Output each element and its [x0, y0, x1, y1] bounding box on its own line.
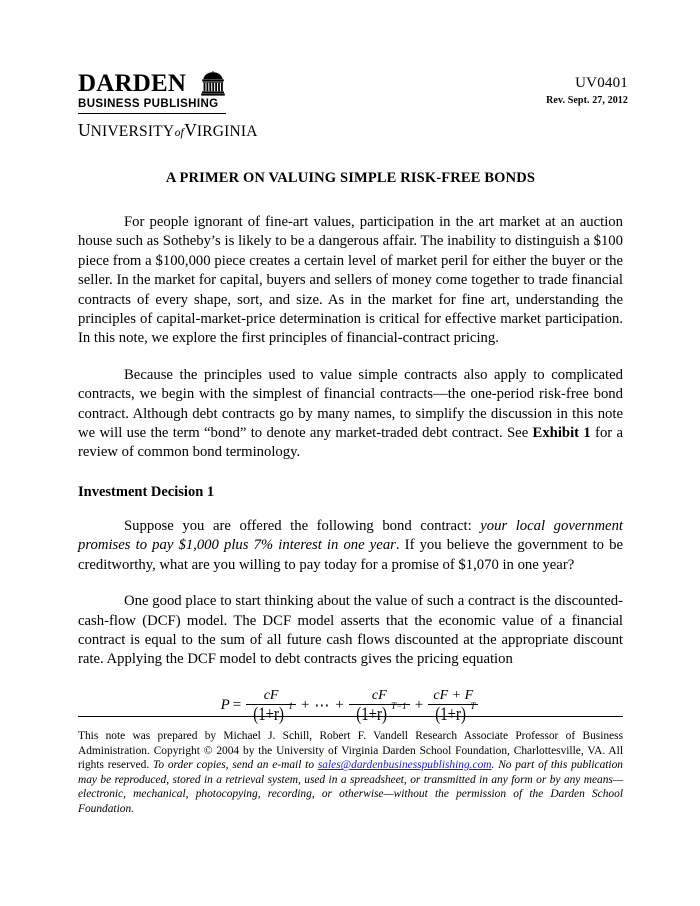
term-2-exponent: T−1: [391, 700, 407, 711]
uva-niversity: NIVERSITY: [90, 123, 175, 140]
logo-divider-rule: [78, 113, 226, 114]
footnote-order-copies: To order copies, send an e-mail to: [153, 759, 318, 772]
paragraph-principles-text-b: for a review of common bond terminology.: [78, 425, 624, 461]
term-1-base: (1+r): [253, 703, 285, 725]
page-header: [78, 72, 628, 141]
footnote-text-b: . No part of this publication may be reproduced, stored in a retrieval system, used in a spreadsheet, or transmitted in any form or by any means—electronic, mechanical, photocopying, recording, or otherwise—without the permission of the Darden School Foundation.: [78, 759, 623, 815]
rotunda-icon: [200, 71, 226, 96]
term-2-numerator: cF: [371, 687, 387, 703]
paragraph-bond-text-b: . If you believe the government to be creditworthy, what are you willing to pay today for a promise of $1,070 in one year?: [78, 537, 623, 573]
term-2-base: (1+r): [356, 703, 387, 725]
uva-u: U: [78, 120, 91, 140]
uva-irginia: IRGINIA: [196, 123, 258, 140]
paragraph-dcf-model: One good place to start thinking about the value of such a contract is the discounted-cash-flow (DCF) model. The DCF model asserts that the economic value of a financial contract is equal to the sum of all future cash flows discounted at the appropriate discount rate. Applying the DCF model to debt contracts gives the pricing equation: [78, 593, 623, 668]
logo-top-row: [78, 72, 226, 96]
equation-plus-3: +: [414, 697, 424, 714]
footnote-text-a: This note was prepared by Michael J. Schill, Robert F. Vandell Research Associate Professor of Business Administration. Copyright © 2004 by the University of Virginia Darden School Foundation, Charlottesville, VA. All rights reserved.: [78, 730, 623, 772]
footnote-section: [78, 716, 623, 817]
darden-wordmark: DARDEN: [78, 70, 187, 97]
paragraph-principles-text-a: Because the principles used to value simple contracts also apply to complicated contracts, we begin with the simplest of financial contracts—the one-period risk-free bond contract. Although debt contracts go by many names, to simplify the discussion in this note we will use the term “bond” to denote any market-traded debt contract. See: [78, 366, 623, 442]
document-id: UV0401: [575, 75, 628, 91]
document-body: [78, 170, 623, 734]
equation-equals: =: [232, 697, 242, 714]
paragraph-bond-text-a: Suppose you are offered the following bond contract:: [124, 517, 481, 534]
exhibit-reference: Exhibit 1: [532, 425, 591, 442]
term-3-exponent: T: [470, 700, 476, 711]
term-3-numerator: cF + F: [433, 687, 474, 703]
uva-v: V: [184, 120, 197, 140]
equation-plus-2: +: [335, 697, 344, 714]
paragraph-bond-contract: [78, 517, 623, 575]
section-heading-investment-decision-1: Investment Decision 1: [78, 483, 215, 500]
bond-contract-terms: your local government promises to pay $1,000 plus 7% interest in one year: [78, 517, 623, 554]
document-revision-date: Rev. Sept. 27, 2012: [546, 95, 628, 106]
uva-of: of: [174, 127, 184, 139]
term-1-exponent: 1: [288, 700, 293, 711]
paragraph-principles: [78, 366, 623, 463]
page-title: A PRIMER ON VALUING SIMPLE RISK-FREE BONDS: [165, 170, 536, 186]
business-publishing-wordmark: BUSINESS PUBLISHING: [78, 98, 219, 110]
equation-plus-1: +: [300, 697, 310, 714]
paragraph-intro: For people ignorant of fine-art values, participation in the art market at an auction house such as Sotheby’s is likely to be a dangerous affair. The inability to distinguish a $100 piece from a $100,000 piece creates a certain level of market peril for either the buyer or the seller. In the market for capital, buyers and sellers of money come together to trade financial contracts of every shape, sort, and size. As in the market for fine art, understanding the principles of capital-market-price determination is critical for effective market participation. In this note, we explore the first principles of financial-contract pricing.: [78, 214, 623, 347]
document-meta: [546, 72, 628, 108]
equation-lhs: P: [220, 697, 230, 714]
sales-email-link[interactable]: sales@dardenbusinesspublishing.com: [317, 759, 492, 772]
term-3-base: (1+r): [435, 703, 467, 725]
term-1-numerator: cF: [263, 687, 279, 703]
university-of-virginia-wordmark: [78, 120, 258, 141]
footnote-divider-rule: [78, 716, 623, 717]
copyright-notice: [78, 729, 623, 817]
darden-logo: [78, 70, 258, 141]
equation-ellipsis: ⋯: [314, 698, 331, 715]
